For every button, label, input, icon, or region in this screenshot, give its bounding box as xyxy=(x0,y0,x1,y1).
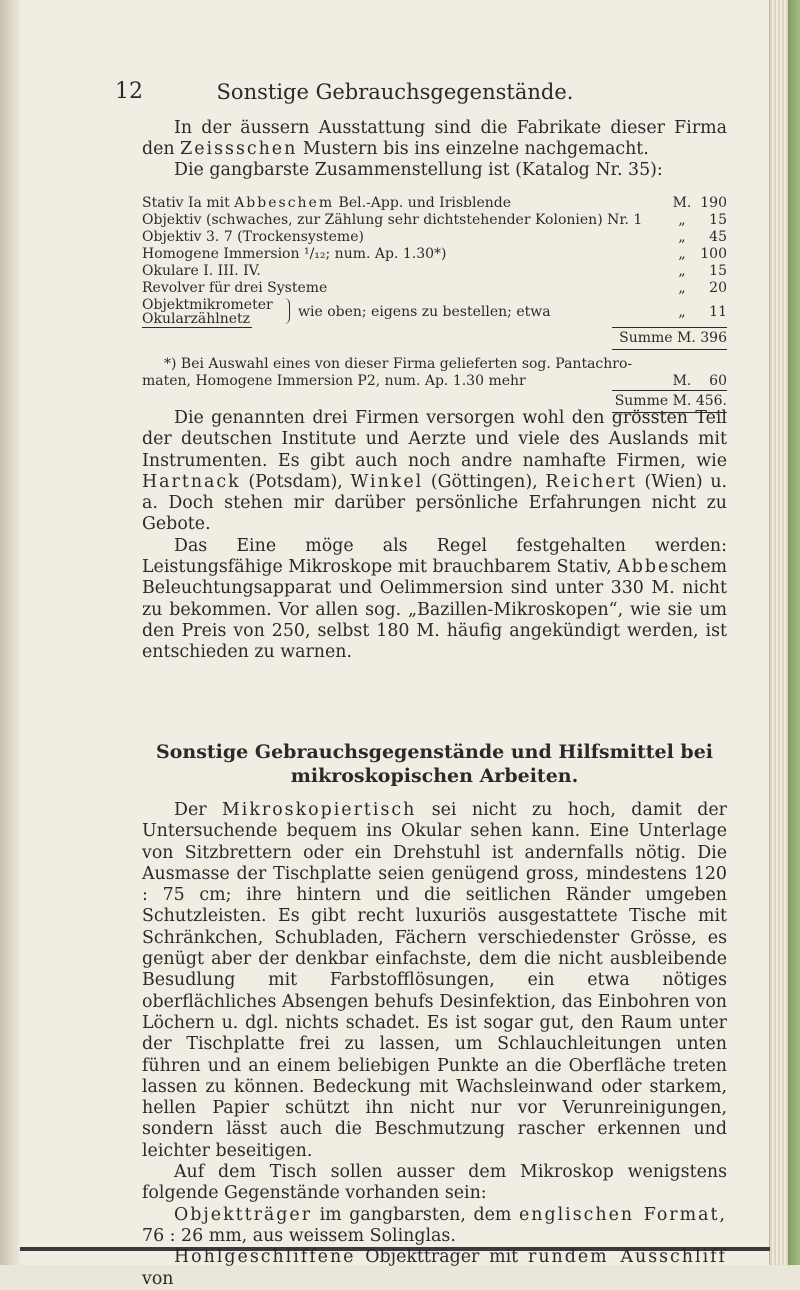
catalog-currency: M. xyxy=(672,195,692,211)
catalog-sum: Summe M. 396 xyxy=(142,327,727,349)
divider xyxy=(142,327,252,328)
book-spine-shadow xyxy=(0,0,22,1265)
paragraph: Das Eine möge als Regel festgehalten werden: Leistungsfähige Mikroskope mit brauchbarem Stativ, Abbeschem Beleuchtungsapparat und Oelimmersion sind unter 330 M. nicht zu bekommen. Vor allen sog. „Bazillen-Mikroskopen“, wie sie um den Preis von 250, selbst 180 M. häufig angekündigt werden, ist entschieden zu warnen. xyxy=(142,535,728,663)
catalog-price: 190 xyxy=(700,195,727,211)
footnote: *) Bei Auswahl eines von dieser Firma gelieferten sog. Pantachro- maten, Homogene Immersion P2, num. Ap. 1.30 mehr M. 60 Summe M. 456. xyxy=(142,356,727,412)
catalog-currency: „ xyxy=(678,280,686,296)
paragraph: Die genannten drei Firmen versorgen wohl den grössten Teil der deutschen Institute und Aerzte und viele des Auslands mit Instrumenten. Es gibt auch noch andre namhafte Firmen, wie Hartnack (Potsdam), Winkel (Göttingen), Reichert (Wien) u. a. Doch stehen mir darüber persönliche Erfahrungen nicht zu Gebote. xyxy=(142,408,728,535)
book-cover-edge xyxy=(788,0,800,1265)
catalog-currency: „ xyxy=(678,212,686,228)
footnote-sum: Summe M. 456. xyxy=(142,390,727,412)
brace-icon xyxy=(283,298,290,324)
page-number: 12 xyxy=(115,79,143,104)
intro-paragraph: In der äussern Ausstattung sind die Fabrikate dieser Firma den Zeissschen Mustern bis ins einzelne nachgemacht. xyxy=(142,118,727,159)
paragraph: Auf dem Tisch sollen ausser dem Mikroskop wenigstens folgende Gegenstände vorhanden sein: xyxy=(142,1162,727,1204)
catalog-item: Stativ Ia mit Abbeschem Bel.-App. und Irisblende M. 190 xyxy=(142,195,727,211)
catalog-item: Okulare I. III. IV. „ 15 xyxy=(142,263,727,279)
catalog-currency: „ xyxy=(678,229,686,245)
catalog-item-braced: Objektmikrometer Okularzählnetz wie oben; eigens zu bestellen; etwa „ 11 xyxy=(142,297,727,327)
catalog-price: 45 xyxy=(709,229,727,245)
catalog-price: 11 xyxy=(709,304,727,320)
catalog-item: Objektiv (schwaches, zur Zählung sehr dichtstehender Kolonien) Nr. 1 „ 15 xyxy=(142,212,727,228)
catalog-item: Objektiv 3. 7 (Trockensysteme) „ 45 xyxy=(142,229,727,245)
section-heading: Sonstige Gebrauchsgegenstände und Hilfsmittel bei mikroskopischen Arbeiten. xyxy=(155,741,714,787)
divider xyxy=(612,349,727,350)
paragraph: Der Mikroskopiertisch sei nicht zu hoch, damit der Untersuchende bequem ins Okular sehen kann. Eine Unterlage von Sitzbrettern oder ein Drehstuhl ist andernfalls nötig. Die Ausmasse der Tischplatte seien genügend gross, mindestens 120 : 75 cm; ihre hintern und die seitlichen Ränder umgeben Schutzleisten. Es gibt recht luxuriös ausgestattete Tische mit Schränkchen, Schubladen, Fächern verschiedenster Grösse, es genügt aber der denkbar einfachste, dem die nicht ausbleibende Besudlung mit Farbstofflösungen, ein etwa nötiges oberflächliches Absengen behufs Desinfektion, das Einbohren von Löchern u. dgl. nichts schadet. Es ist sogar gut, den Raum unter der Tischplatte frei zu lassen, um Schlauchleitungen unten führen und an einem beliebigen Punkte an die Oberfläche treten lassen zu können. Bedeckung mit Wachsleinwand oder starkem, hellen Papier schützt ihn nicht nur vor Verunreinigungen, sondern lässt auch die Beschmutzung rascher erkennen und leichter beseitigen. xyxy=(142,800,727,1161)
paragraph: Hohlgeschliffene Objektträger mit rundem Ausschliff von xyxy=(142,1247,727,1289)
catalog-price: 15 xyxy=(709,263,727,279)
divider xyxy=(612,390,727,391)
running-head: Sonstige Gebrauchsgegenstände. xyxy=(216,80,574,104)
catalog-item: Homogene Immersion ¹/₁₂; num. Ap. 1.30*) „ 100 xyxy=(142,246,727,262)
body-text-2 xyxy=(142,800,727,1290)
catalog-currency: „ xyxy=(678,246,686,262)
body-text-1 xyxy=(142,408,727,664)
person-name: Zeissschen xyxy=(180,139,298,159)
catalog-price: 100 xyxy=(700,246,727,262)
catalog-currency: „ xyxy=(678,263,686,279)
catalog-price: 20 xyxy=(709,280,727,296)
catalog-list xyxy=(142,195,727,349)
intro-paragraph-2: Die gangbarste Zusammenstellung ist (Katalog Nr. 35): xyxy=(174,160,663,180)
paragraph: Objektträger im gangbarsten, dem englischen Format, 76 : 26 mm, aus weissem Solinglas. xyxy=(142,1204,727,1246)
page-header xyxy=(115,78,715,108)
divider xyxy=(612,327,727,328)
intro-text xyxy=(142,118,727,181)
catalog-currency: „ xyxy=(678,304,686,320)
catalog-price: 15 xyxy=(709,212,727,228)
catalog-item: Revolver für drei Systeme „ 20 xyxy=(142,280,727,296)
